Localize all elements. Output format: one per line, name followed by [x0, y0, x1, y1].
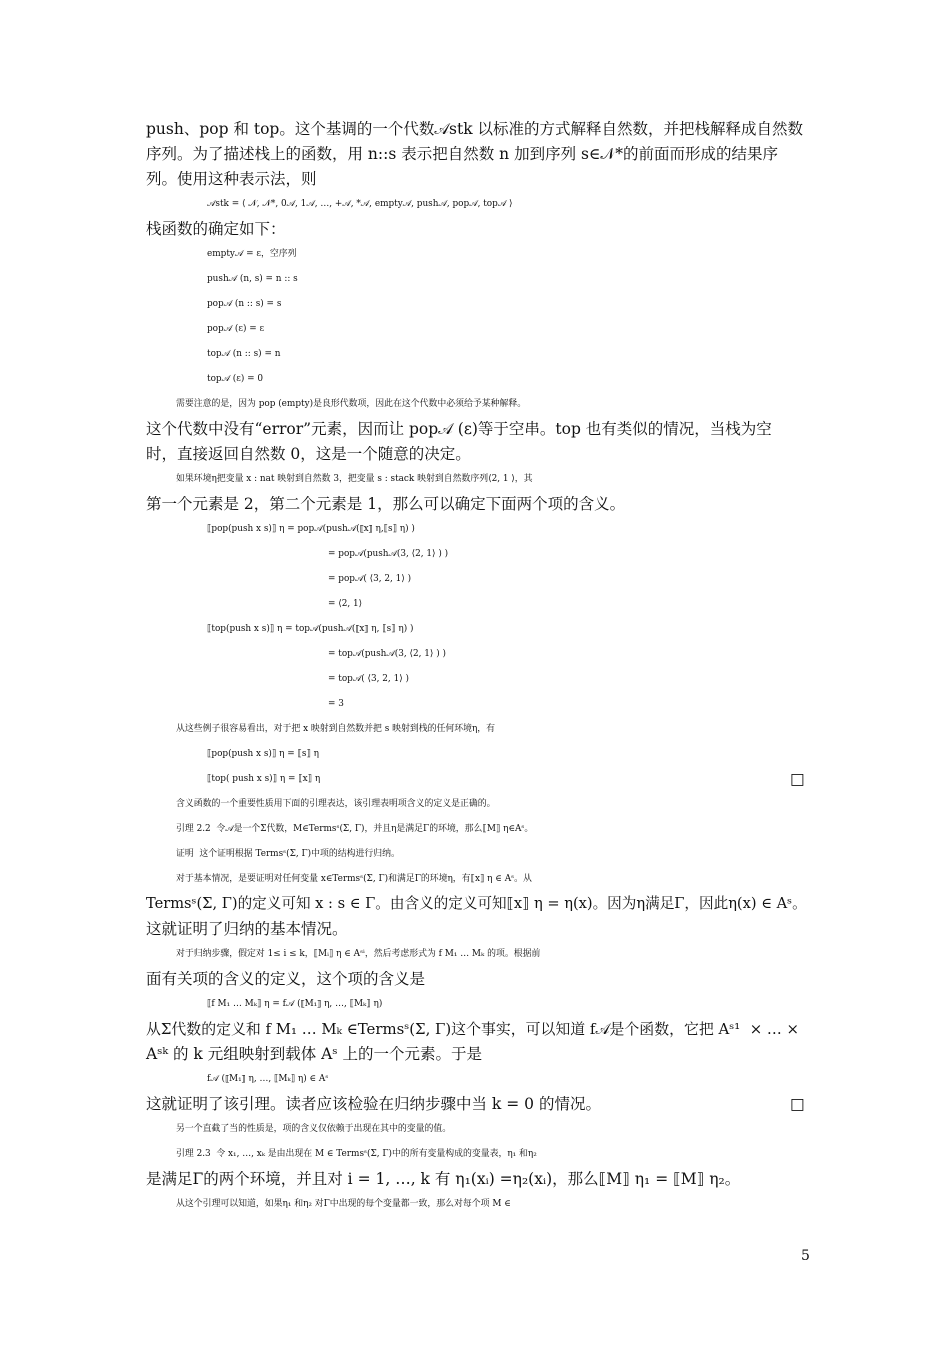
formula-line: f𝒜 (⟦M₁⟧ η, …, ⟦Mₖ⟧ η) ∈ Aˢ — [207, 1074, 329, 1084]
formula-line: = 3 — [328, 699, 344, 709]
text-line: 这个代数中没有“error”元素，因而让 pop𝒜 (ε)等于空串。top 也有类似的情况，当栈为空 — [146, 420, 772, 438]
formula-line: empty𝒜 = ε，空序列 — [207, 249, 297, 259]
qed-symbol: □ — [790, 1095, 805, 1113]
lemma-2-2: 引理 2.2 令𝒜是一个Σ代数，M∈Termsˢ(Σ, Γ)，并且η是满足Γ的环境，那么⟦M⟧ η∈Aˢ。 — [176, 824, 534, 834]
formula-line: pop𝒜 (n :: s) = s — [207, 299, 282, 309]
formula-line: ⟦f M₁ … Mₖ⟧ η = f𝒜 (⟦M₁⟧ η, …, ⟦Mₖ⟧ η) — [207, 999, 383, 1009]
formula-line: top𝒜 (n :: s) = n — [207, 349, 281, 359]
text-line: 对于归纳步骤，假定对 1≤ i ≤ k，⟦Mᵢ⟧ η ∈ Aˢⁱ，然后考虑形式为 f M₁ … Mₖ 的项。根据前 — [176, 949, 541, 959]
qed-symbol: □ — [790, 770, 805, 788]
formula-line: = ⟨2, 1⟩ — [328, 599, 363, 609]
text-line: 面有关项的含义的定义，这个项的含义是 — [146, 970, 426, 988]
formula-line: push𝒜 (n, s) = n :: s — [207, 274, 298, 284]
text-line: 从Σ代数的定义和 f M₁ … Mₖ ∈Termsˢ(Σ, Γ)这个事实，可以知道 f𝒜是个函数，它把 Aˢ¹ × … × — [146, 1020, 800, 1038]
text-line: 从这个引理可以知道，如果η₁ 和η₂ 对Γ中出现的每个变量都一致，那么对每个项 M ∈ — [176, 1199, 511, 1209]
formula-line: ⟦pop(push x s)⟧ η = pop𝒜(push𝒜(⟦x⟧ η,⟦s⟧ η) ) — [207, 524, 415, 534]
text-line: 栈函数的确定如下： — [146, 220, 286, 238]
proof-heading: 证明 这个证明根据 Termsˢ(Σ, Γ)中项的结构进行归纳。 — [176, 849, 400, 859]
text-line: 第一个元素是 2，第二个元素是 1，那么可以确定下面两个项的含义。 — [146, 495, 626, 513]
text-line: Termsˢ(Σ, Γ)的定义可知 x : s ∈ Γ。由含义的定义可知⟦x⟧ η = η(x)。因为η满足Γ，因此η(x) ∈ Aˢ。 — [146, 895, 807, 912]
formula-line: = top𝒜( ⟨3, 2, 1⟩ ) — [328, 674, 409, 684]
text-line: Aˢᵏ 的 k 元组映射到载体 Aˢ 上的一个元素。于是 — [146, 1045, 483, 1063]
formula-line: pop𝒜 (ε) = ε — [207, 324, 265, 334]
text-line: 对于基本情况，是要证明对任何变量 x∈Termsˢ(Σ, Γ)和满足Γ的环境η，有⟦x⟧ η ∈ Aˢ。从 — [176, 874, 532, 884]
formula-line: ⟦pop(push x s)⟧ η = ⟦s⟧ η — [207, 749, 319, 759]
lemma-2-3: 引理 2.3 令 x₁, …, xₖ 是由出现在 M ∈ Termsˢ(Σ, Γ)中的所有变量构成的变量表，η₁ 和η₂ — [176, 1149, 537, 1159]
text-line: 这就证明了该引理。读者应该检验在归纳步骤中当 k = 0 的情况。 — [146, 1095, 601, 1113]
text-line: 如果环境η把变量 x : nat 映射到自然数 3，把变量 s : stack 映射到自然数序列⟨2, 1 ⟩，其 — [176, 474, 533, 484]
formula-line: = pop𝒜( ⟨3, 2, 1⟩ ) — [328, 574, 412, 584]
text-line: 需要注意的是，因为 pop (empty)是良形代数项，因此在这个代数中必须给予某种解释。 — [176, 399, 527, 409]
text-line: 含义函数的一个重要性质用下面的引理表达，该引理表明项含义的定义是正确的。 — [176, 799, 496, 809]
formula-line: ⟦top( push x s)⟧ η = ⟦x⟧ η — [207, 774, 321, 784]
text-line: push、pop 和 top。这个基调的一个代数𝒜stk 以标准的方式解释自然数，并把栈解释成自然数 — [146, 120, 804, 138]
text-line: 序列。为了描述栈上的函数，用 n::s 表示把自然数 n 加到序列 s∈𝒩*的前面而形成的结果序 — [146, 145, 779, 163]
text-line: 另一个直截了当的性质是，项的含义仅依赖于出现在其中的变量的值。 — [176, 1124, 452, 1134]
text-line: 这就证明了归纳的基本情况。 — [146, 920, 348, 938]
formula-line: = pop𝒜(push𝒜(3, ⟨2, 1⟩ ) ) — [328, 549, 449, 559]
formula-line: 𝒜stk = ⟨ 𝒩, 𝒩*, 0𝒜, 1𝒜, …, +𝒜, *𝒜, empty𝒜, push𝒜, pop𝒜, top𝒜 ⟩ — [207, 199, 513, 209]
text-line: 从这些例子很容易看出，对于把 x 映射到自然数并把 s 映射到栈的任何环境η，有 — [176, 724, 496, 734]
formula-line: top𝒜 (ε) = 0 — [207, 374, 264, 384]
formula-line: ⟦top(push x s)⟧ η = top𝒜(push𝒜(⟦x⟧ η, ⟦s⟧ η) ) — [207, 624, 414, 634]
text-line: 时，直接返回自然数 0，这是一个随意的决定。 — [146, 445, 471, 463]
formula-line: = top𝒜(push𝒜(3, ⟨2, 1⟩ ) ) — [328, 649, 446, 659]
text-line: 是满足Γ的两个环境，并且对 i = 1, …, k 有 η₁(xᵢ) =η₂(xᵢ)，那么⟦M⟧ η₁ = ⟦M⟧ η₂。 — [146, 1170, 741, 1188]
page-number: 5 — [801, 1248, 810, 1264]
text-line: 列。使用这种表示法，则 — [146, 170, 317, 188]
